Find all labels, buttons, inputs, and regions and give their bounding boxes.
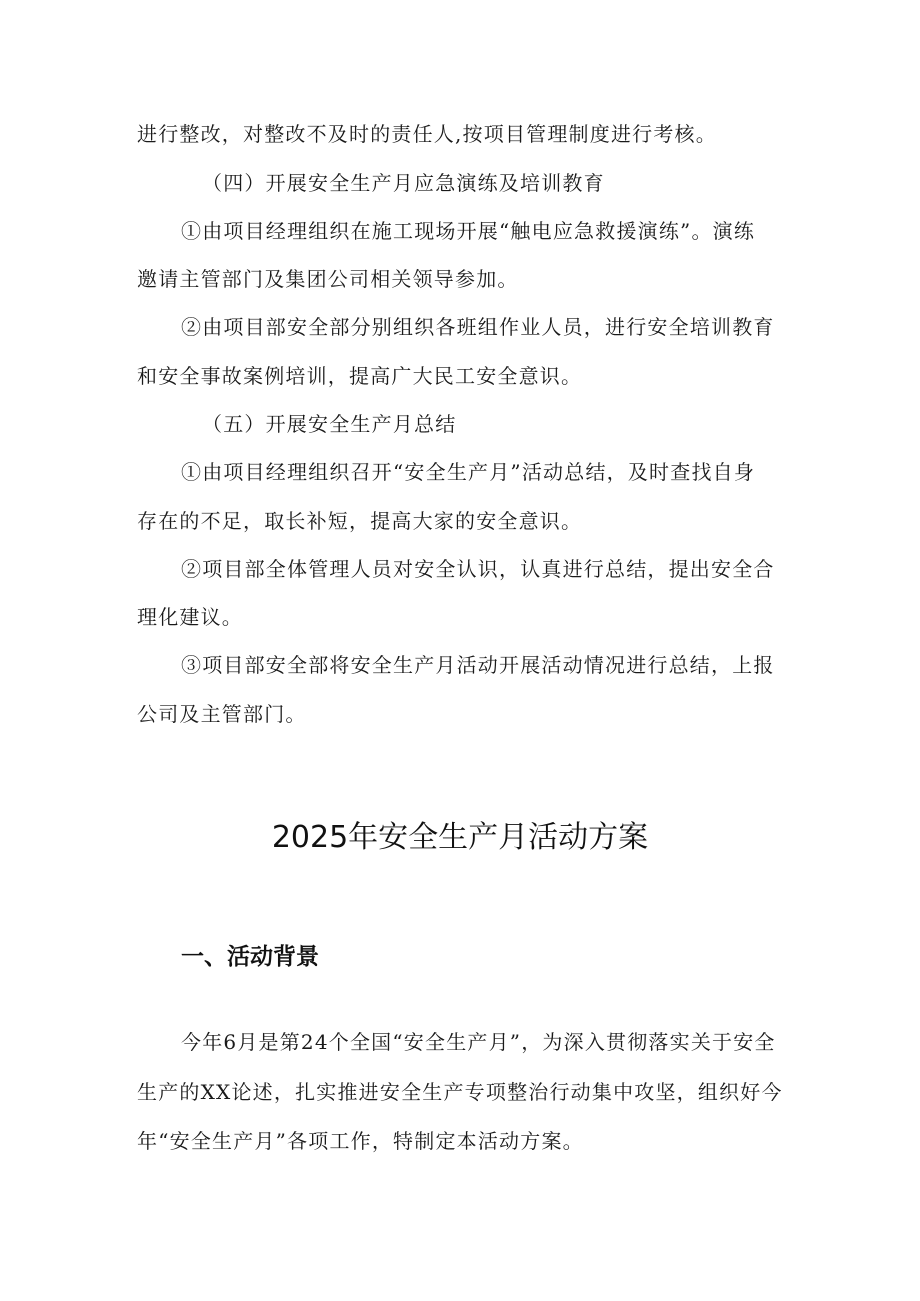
paragraph-line: 进行整改，对整改不及时的责任人,按项目管理制度进行考核。 <box>137 122 717 146</box>
paragraph-line: 邀请主管部门及集团公司相关领导参加。 <box>137 267 519 291</box>
paragraph-line: ②项目部全体管理人员对安全认识，认真进行总结，提出安全合 <box>181 557 775 581</box>
paragraph-line: 理化建议。 <box>137 605 243 629</box>
section-heading-background: 一、活动背景 <box>181 944 319 970</box>
paragraph-line: 公司及主管部门。 <box>137 702 307 726</box>
paragraph-line: 存在的不足，取长补短，提高大家的安全意识。 <box>137 509 583 533</box>
paragraph-line: ①由项目经理组织在施工现场开展“触电应急救援演练”。演练 <box>181 219 756 243</box>
paragraph-line: ②由项目部安全部分别组织各班组作业人员，进行安全培训教育 <box>181 315 775 339</box>
paragraph-line: 今年6月是第24个全国“安全生产月”，为深入贯彻落实关于安全 <box>181 1030 776 1054</box>
paragraph-line: 年“安全生产月”各项工作，特制定本活动方案。 <box>137 1129 584 1153</box>
paragraph-line: ③项目部安全部将安全生产月活动开展活动情况进行总结，上报 <box>181 653 775 677</box>
subsection-heading-five: （五）开展安全生产月总结 <box>202 412 457 436</box>
subsection-heading-four: （四）开展安全生产月应急演练及培训教育 <box>202 171 605 195</box>
paragraph-line: 和安全事故案例培训，提高广大民工安全意识。 <box>137 364 583 388</box>
paragraph-line: ①由项目经理组织召开“安全生产月”活动总结，及时查找自身 <box>181 460 756 484</box>
paragraph-line: 生产的XX论述，扎实推进安全生产专项整治行动集中攻坚，组织好今 <box>137 1080 783 1104</box>
document-title: 2025年安全生产月活动方案 <box>271 820 649 855</box>
